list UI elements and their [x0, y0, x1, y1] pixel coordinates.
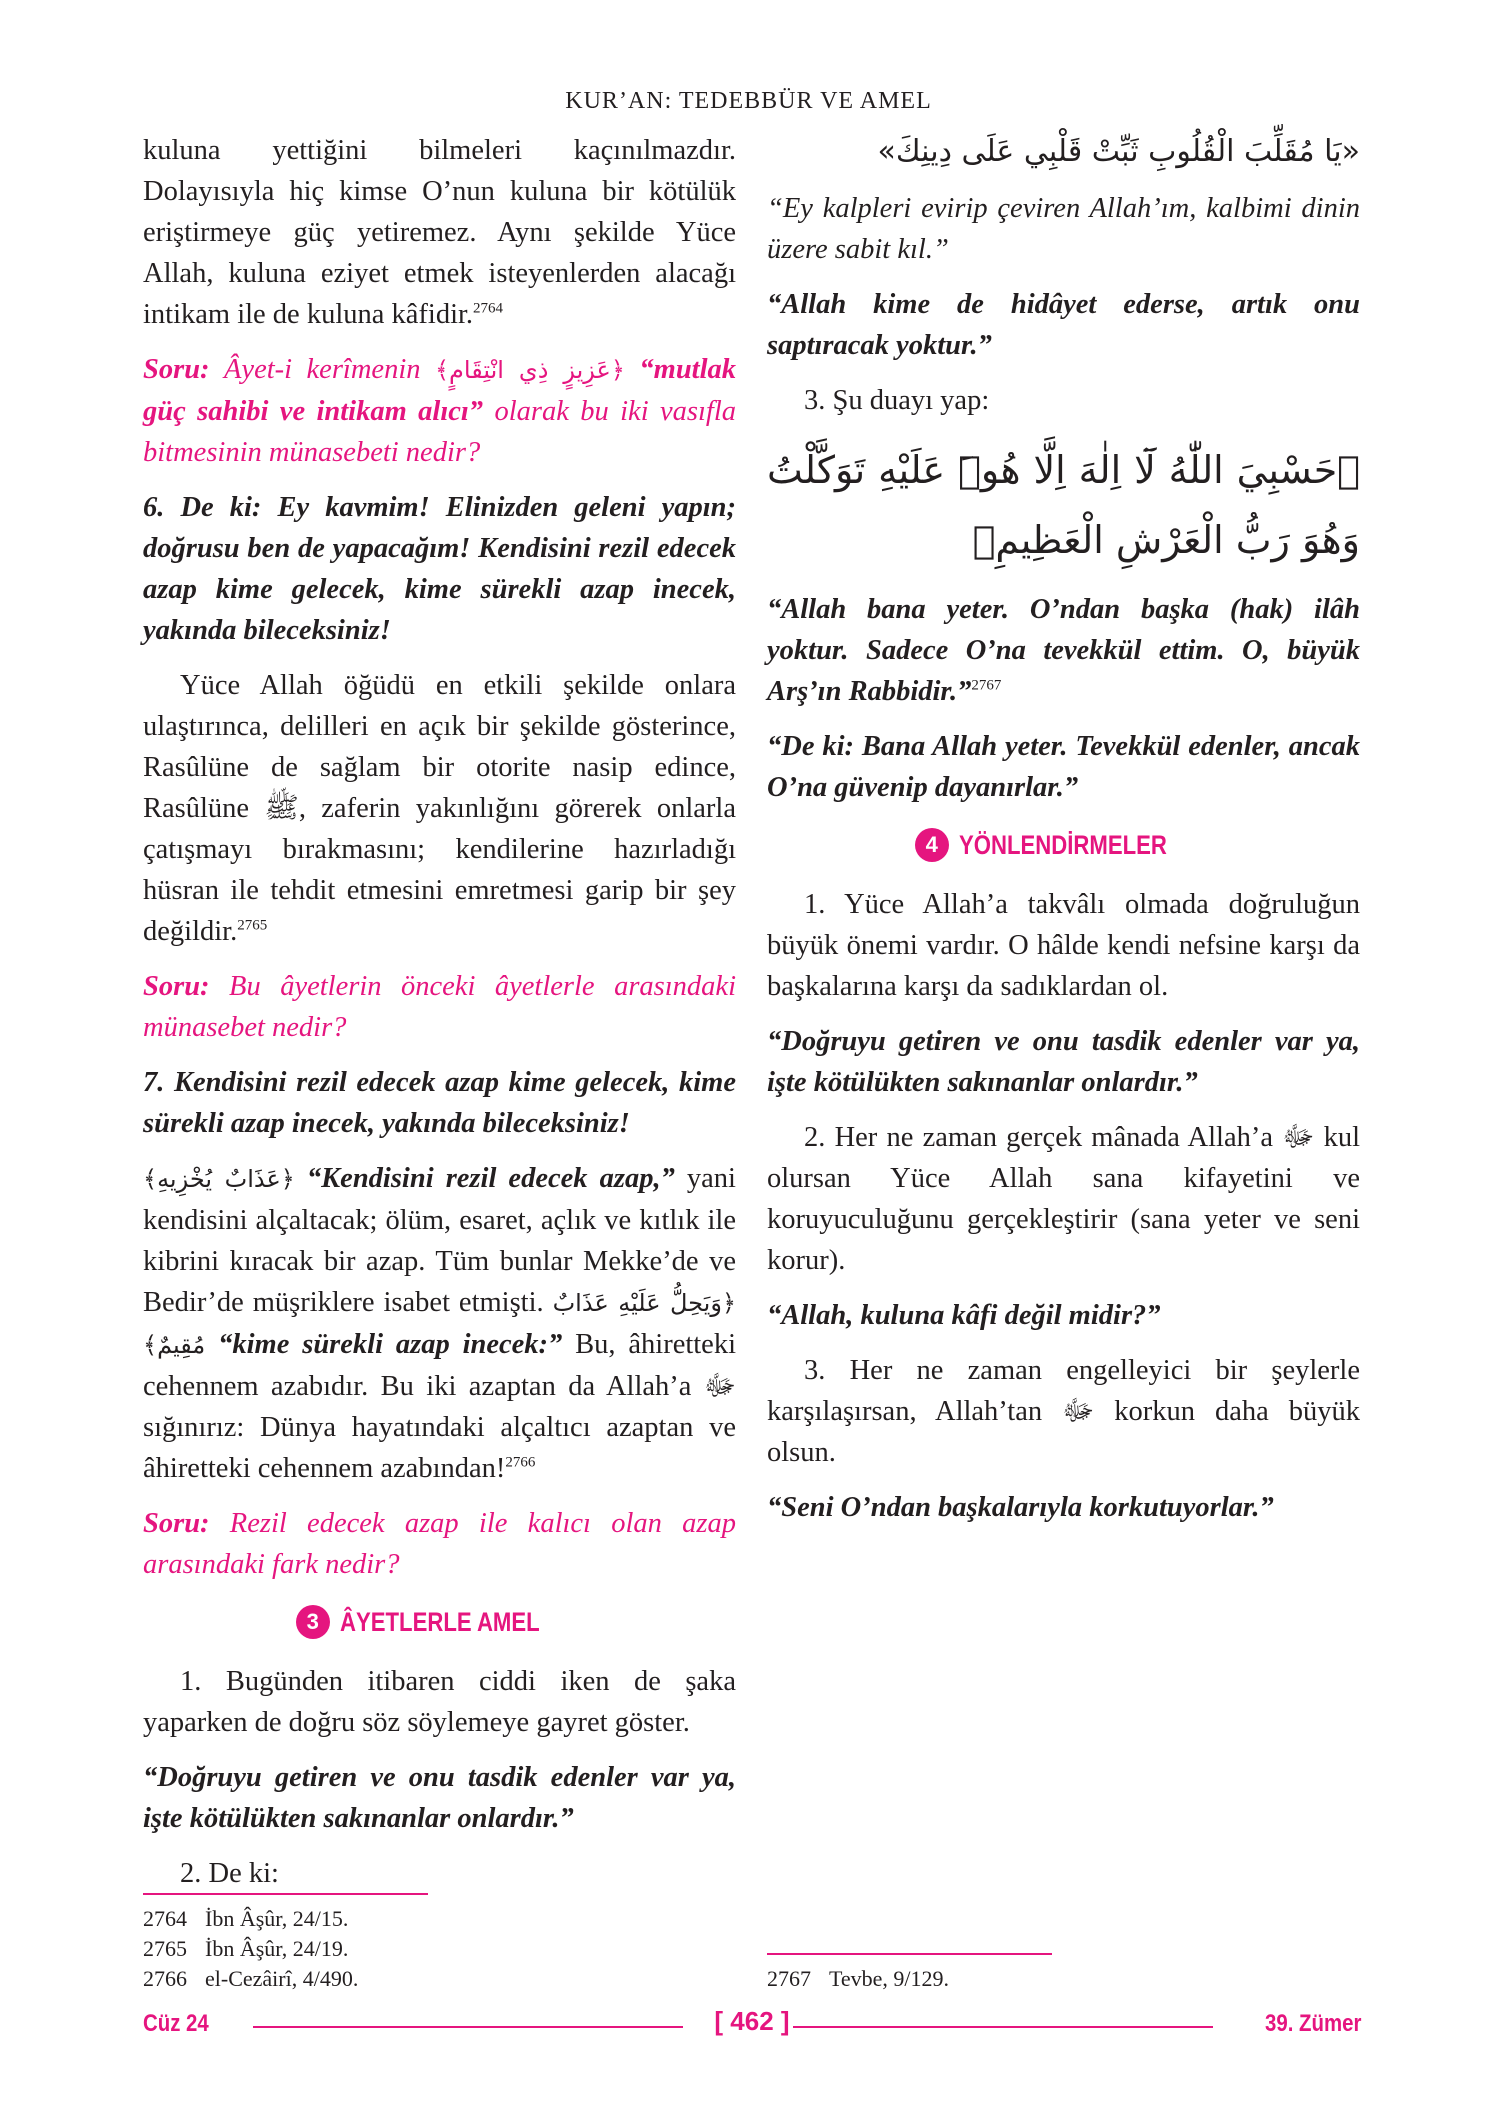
paragraph: 1. Bugünden itibaren ciddi iken de şaka yaparken de doğru söz söylemeye gayret göster. — [143, 1666, 736, 1738]
footnote: 2765 İbn Âşûr, 24/19. — [143, 1936, 349, 1961]
surah-label: 39. Zümer — [1264, 2010, 1361, 2037]
arabic-ayah: ﴿حَسْبِيَ اللّٰهُ لَٓا اِلٰهَ اِلَّا هُوَۜ عَلَيْهِ تَوَكَّلْتُ وَهُوَ رَبُّ الْعَرْشِ الْعَظِيمِ﴾ — [767, 448, 1360, 562]
paragraph: Yüce Allah öğüdü en etkili şekilde onlara ulaştırınca, delilleri en açık bir şekilde gösterince, Rasûlüne de sağlam bir otorite nasip edince, Rasûlüne ﷺ, zaferin yakınlığını görerek onlarla çatışmayı bırakmasını; kendilerine hazırladığı hüsran ile tehdit etmesini emretmesi garip bir şey değildir.$^{2765}$ — [143, 670, 736, 947]
left-column — [143, 130, 736, 1908]
verse-quote: “Allah bana yeter. O’ndan başka (hak) ilâh yoktur. Sadece O’na tevekkül ettim. O, büyük Arş’ın Rabbidir.”$^{2767}$ — [767, 594, 1360, 707]
page-footer — [143, 2006, 1361, 2046]
verse-quote: “Doğruyu getiren ve onu tasdik edenler var ya, işte kötülükten sakınanlar onlardır.” — [143, 1762, 736, 1834]
paragraph: kuluna yettiğini bilmeleri kaçınılmazdır. Dolayısıyla hiç kimse O’nun kuluna bir kötülük eriştirmeye güç yetiremez. Aynı şekilde Yüce Allah, kuluna eziyet etmek isteyenlerden alacağı intikam ile de kuluna kâfidir.$^{2764}$ — [143, 135, 736, 330]
arabic-phrase: ﴿عَذَابٌ يُخْزِيهِ﴾ — [143, 1165, 295, 1193]
arabic-phrase: ﴿عَزِيزٍ ذِي انْتِقَامٍ﴾ — [434, 356, 625, 384]
question: Soru: Âyet-i kerîmenin ﴿عَزِيزٍ ذِي انْتِقَامٍ﴾ “mutlak güç sahibi ve intikam alıcı” olarak bu iki vasıfla bitmesinin münasebeti nedir? — [143, 354, 737, 468]
verse-quote: “Doğruyu getiren ve onu tasdik edenler var ya, işte kötülükten sakınanlar onlardır.” — [767, 1026, 1360, 1098]
paragraph: 1. Yüce Allah’a takvâlı olmada doğruluğun büyük önemi vardır. O hâlde kendi nefsine karşı da başkalarına karşı da sadıklardan ol. — [767, 889, 1360, 1002]
question: Soru: Bu âyetlerin önceki âyetlerle arasındaki münasebet nedir? — [143, 971, 736, 1043]
paragraph: 3. Şu duayı yap: — [804, 385, 990, 416]
footer-rule — [253, 2026, 683, 2028]
juz-label: Cüz 24 — [143, 2010, 209, 2037]
right-column — [767, 130, 1360, 1542]
question: Soru: Rezil edecek azap ile kalıcı olan azap arasındaki fark nedir? — [143, 1508, 736, 1580]
verse-translation: 6. De ki: Ey kavmim! Elinizden geleni yapın; doğrusu ben de yapacağım! Kendisini rezil edecek azap kime gelecek, kime sürekli azap inecek, yakında bileceksiniz! — [143, 492, 736, 646]
footnote-ref[interactable]: 2766 — [505, 1454, 536, 1471]
footnote: 2766 el-Cezâirî, 4/490. — [143, 1966, 359, 1991]
section-number-badge: 3 — [296, 1605, 330, 1639]
verse-quote: “Seni O’ndan başkalarıyla korkutuyorlar.” — [767, 1492, 1274, 1523]
running-header: KUR’AN: TEDEBBÜR VE AMEL — [565, 88, 932, 114]
dua-translation: “Ey kalpleri evirip çeviren Allah’ım, kalbimi dinin üzere sabit kıl.” — [767, 193, 1360, 265]
paragraph: 2. De ki: — [180, 1858, 279, 1889]
footnote-ref[interactable]: 2767 — [971, 677, 1002, 694]
footnote: 2767 Tevbe, 9/129. — [767, 1966, 950, 1991]
footnotes-right — [767, 1964, 1327, 1994]
footnote-rule — [143, 1893, 428, 1895]
arabic-phrase: ﴿وَيَحِلُّ عَلَيْهِ عَذَابٌ مُقِيمٌ﴾ — [143, 1289, 737, 1359]
section-heading — [143, 1605, 736, 1639]
footer-rule — [793, 2026, 1213, 2028]
section-title: YÖNLENDİRMELER — [958, 829, 1167, 860]
footnote-rule — [767, 1953, 1052, 1955]
verse-translation: 7. Kendisini rezil edecek azap kime gelecek, kime sürekli azap inecek, yakında bileceksiniz! — [143, 1067, 736, 1139]
arabic-dua: «يَا مُقَلِّبَ الْقُلُوبِ ثَبِّتْ قَلْبِي عَلَى دِينِكَ» — [877, 134, 1360, 169]
footnote-ref[interactable]: 2765 — [237, 917, 268, 934]
paragraph: ﴿عَذَابٌ يُخْزِيهِ﴾ “Kendisini rezil edecek azap,” yani kendisini alçaltacak; ölüm, esaret, açlık ve kıtlık ile kibrini kıracak bir azap. Tüm bunlar Mekke’de ve Bedir’de müşriklere isabet etmişti. ﴿وَيَحِلُّ عَلَيْهِ عَذَابٌ مُقِيمٌ﴾ “kime sürekli azap inecek:” Bu, âhiretteki cehennem azabıdır. Bu iki azaptan da Allah’a ﷻ sığınırız: Dünya hayatındaki alçaltıcı azaptan ve âhiretteki cehennem azabından!$^{2766}$ — [143, 1163, 737, 1484]
verse-quote: “Allah, kuluna kâfi değil midir?” — [767, 1300, 1161, 1331]
verse-quote: “Allah kime de hidâyet ederse, artık onu saptıracak yoktur.” — [767, 289, 1360, 361]
section-number-badge: 4 — [915, 828, 949, 862]
footnotes-left — [143, 1904, 703, 1994]
verse-quote: “De ki: Bana Allah yeter. Tevekkül edenler, ancak O’na güvenip dayanırlar.” — [767, 731, 1360, 803]
page-number: [ 462 ] — [714, 2006, 790, 2036]
footnote-ref[interactable]: 2764 — [473, 300, 504, 317]
section-heading — [767, 828, 1360, 862]
paragraph: 2. Her ne zaman gerçek mânada Allah’a ﷻ kul olursan Yüce Allah sana kifayetini ve koruyuculuğunu gerçekleştirir (sana yeter ve seni korur). — [767, 1122, 1360, 1276]
paragraph: 3. Her ne zaman engelleyici bir şeylerle karşılaşırsan, Allah’tan ﷻ korkun daha büyük olsun. — [767, 1355, 1361, 1468]
section-title: ÂYETLERLE AMEL — [339, 1606, 540, 1637]
footnote: 2764 İbn Âşûr, 24/15. — [143, 1906, 349, 1931]
